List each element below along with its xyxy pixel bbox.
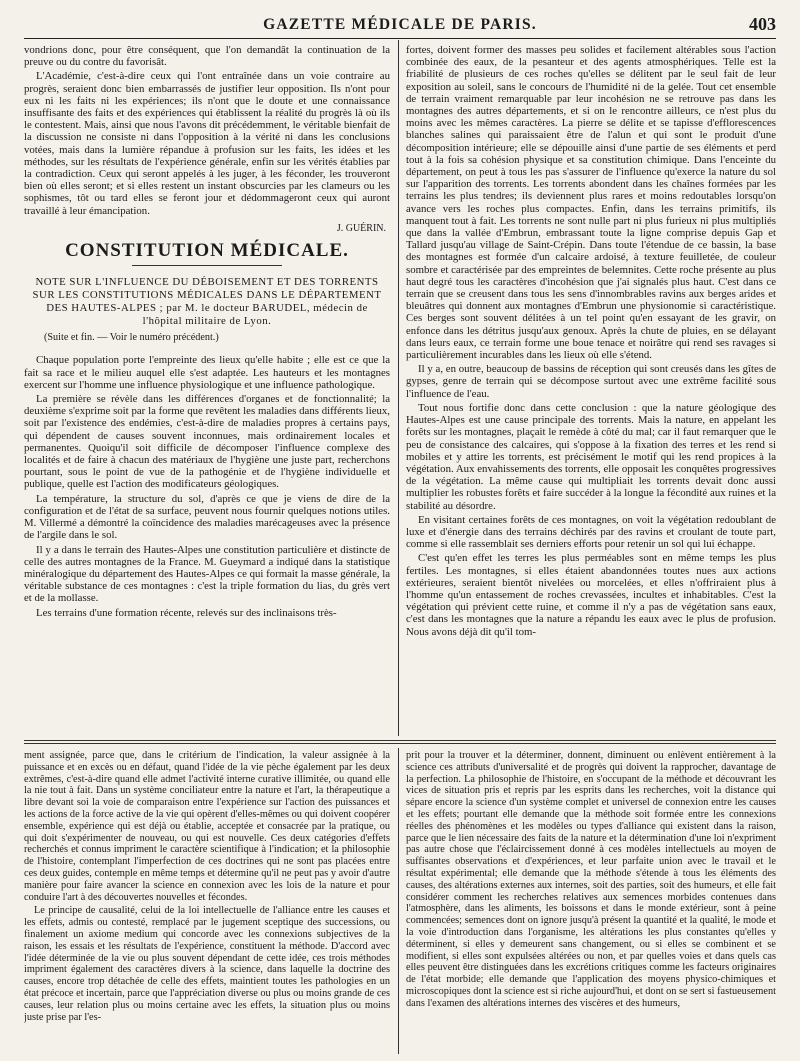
- signature: J. GUÉRIN.: [336, 222, 386, 234]
- paragraph: Il y a dans le terrain des Hautes-Alpes une constitution particulière et distincte de celle des autres montagnes de la France. M. Gueymard a indiqué dans la statistique minéralogique du département des Hautes-Alpes ce qui formait la masse générale, la véritable substance de ces montagnes : c'est la triple formation du lias, du grès vert et de la mollasse.: [24, 543, 390, 605]
- section-divider: [24, 740, 776, 741]
- continuation-note: (Suite et fin. — Voir le numéro précédent.): [44, 332, 219, 344]
- paragraph: C'est qu'en effet les terres les plus perméables sont en même temps les plus fertiles. Les montagnes, si elles étaient abandonnées toutes nues aux actions extérieures, seraient bientôt nivelées ou morcelées, et elles n'offriraient plus à l'homme qu'un entassement de roches crevassées, incultes et inhabitables. C'est la végétation qui prévient cette ruine, et comme il n'y a pas de végétation sans eaux, c'est dans les montagnes que la nature a répandu les eaux avec le plus de profusion. Nous avons déjà dit qu'il tom-: [406, 552, 776, 638]
- paragraph: Il y a, en outre, beaucoup de bassins de réception qui sont creusés dans les gîtes de gypses, genre de terrain qui se décompose surtout avec une extrême facilité sous l'influence de l'eau.: [406, 363, 776, 400]
- title-underline: [132, 265, 282, 266]
- page-header: [24, 10, 776, 38]
- paragraph: En visitant certaines forêts de ces montagnes, on voit la végétation redoublant de luxe et d'énergie dans des terrains déchirés par des ravins et croulant de toute part, comme si elle rassemblait ses derniers efforts pour retenir un sol qui lui échappe.: [406, 513, 776, 551]
- paragraph: Les terrains d'une formation récente, relevés sur des inclinaisons très-: [36, 606, 337, 619]
- left-column: [24, 44, 390, 736]
- paragraph: ment assignée, parce que, dans le critérium de l'indication, la valeur assignée à la puissance et en excès ou en défaut, quand l'idée de la vie pèche également par les deux extrêmes, c'est-à-dire quand elle admet l'activité interne curative illimitée, ou quand elle la nie tout à fait. Dans un système conciliateur entre la nature et l'art, la thérapeutique a libre devant soi la voie de comparaison entre l'expérience sur l'action des puissances et les actions de la force active de la vie qui opèrent d'elles-mêmes ou qui doivent coopérer ensemble, expérience qui est déjà ou établie, acceptée et consacrée par la pratique, ou qui doit s'expérimenter de nouveau, ou qui est nouvelle. Ces deux catégories d'effets recherchés et connus impriment le caractère scientifique à l'indication; et la philosophie de l'histoire, contemplant l'imperfection de ces doctrines qui ne sont pas placées entre ces deux guides, contemple en même temps et détermine qu'il ne peut pas y avoir d'autre manière pour faire avancer la science en connexion avec les lois de la nature et pour conduire l'art à des découvertes nouvelles et fécondes.: [24, 750, 390, 903]
- right-column: [406, 44, 776, 736]
- paragraph: prit pour la trouver et la déterminer, donnent, diminuent ou enlèvent entièrement à la science ces attributs d'universalité et de progrès qui doivent la rapprocher, davantage de la perfection. La philosophie de l'histoire, en s'occupant de la méthode et découvrant les vices de situation pris et repris par les esprits dans les recherches, voit la distance qui sépare encore la science d'un système complet et universel de connexion entre les causes et les effets; pourtant elle demande que la méthode soit formée entre les connexions réelles des phénomènes et les modèles ou types d'alliance qui existent dans la raison, parce que le lien nécessaire des faits de la nature et la détermination d'une loi n'expriment pas autre chose que l'éclaircissement donné à ces modèles intellectuels au moyen de suffisantes observations et d'expériences, et leur parfaite union avec le travail et le résultat expérimental; elle demande que la méthode s'étende à tous les éléments des causes, des altérations externes aux internes, soit des parties, soit des humeurs, et elle fait considérer comment les recherches relatives aux semences morbides contenues dans l'atmosphère, dans les aliments, les boissons et dans le monde extérieur, sont à peine commencées; semences dont on ignore jusqu'à présent la quantité et la qualité, le mode et la voie d'introduction dans l'organisme, les altérations les plus constantes qu'elles y déterminent, si elles y demeurent sans changement, ou si elles se combinent et se modifient, si elles sont expulsées altérées ou non, et par quelles voies et dans quels cas elles peuvent être distinguées dans les excrétions critiques comme les facteurs originaires de l'état morbide; elle demande que l'application des moyens physico-chimiques et microscopiques dont la science est si riche aujourd'hui, et dont on se sert si fastueusement dans l'examen des altérations internes des viscères et des humeurs,: [406, 750, 776, 1009]
- header-rule: [24, 38, 776, 39]
- paragraph: L'Académie, c'est-à-dire ceux qui l'ont entraînée dans un voie contraire au progrès, seraient donc bien embarrassés de justifier leur opposition. Ils n'ont pour eux ni les faits ni les expériences; ils n'ont que le doute et une connaissance insuffisante des faits et des expériences qui établissent la réalité du progrès là où ils le contestent. Mais, ainsi que nous l'avons dit précédemment, le véritable bienfait de la discussion ne consiste ni dans l'opposition à la vérité ni dans les conclusions votées, mais dans la lumière répandue à profusion sur les faits, les idées et les méthodes, sur les résultats de l'expérience générale, enfin sur les vérités établies par la contradiction. Ceux qui seront appelés à les juger, à les féconder, les trouveront bien où elles seront; et si elles restent un instant obscurcies par les clameurs ou les sophismes, tôt ou tard elles se feront jour et dédommageront ceux qui auront travaillé à leur émancipation.: [24, 70, 390, 217]
- paragraph: fortes, doivent former des masses peu solides et facilement altérables sous l'action combinée des eaux, de la pesanteur et des agents atmosphériques. Telle est la friabilité de plusieurs de ces roches qu'elles se délitent par le seul fait de leur exposition au soleil, sans le concours de l'humidité ni de la gelée. Tout cet ensemble de terrain vraiment remarquable par leur incohésion ne se retrouve pas dans les montagnes des autres départements, et si on le rencontre ailleurs, ce n'est plus du moins avec les mêmes caractères. La pierre se délite et se tapisse d'efflorescences blanches salines qui paraissaient être de l'alun et qui sont le produit d'une décomposition intérieure; elle se dépouille ainsi d'une partie de ses éléments et perd tout à la fois sa cohésion physique et sa constitution chimique. Dans l'enceinte du département, on peut à tous les pas s'assurer de l'influence qu'exerce la nature du sol sur l'apparition des torrents. Les torrents abondent dans les chaînes formées par les terrains les plus tendres; ils deviennent plus rares et moins redoutables lorsqu'on avance vers les roches plus compactes. Enfin, dans les terrains primitifs, ils manquent tout à fait. Les torrents ne sont nulle part ni plus furieux ni plus multipliés que dans la vallée d'Embrun, embrassant toute la ligne comprise depuis Gap et Tallard jusqu'au village de Saint-Crépin. Dans toute l'étendue de ce bassin, la base des montagnes est formée d'un calcaire ardoisé, à texture feuilletée, de couleur sombre et caractérisée par des empreintes de belemnites. Cette roche présente au plus haut degré tous les caractères d'incohésion que j'ai signalés plus haut. C'est dans ce terrain que se creusent dans tous les sens d'innombrables ravins aux berges arides et bleuâtres qui donnent aux montagnes d'Embrun une physionomie si caractéristique. Ces berges sont souvent délitées à un tel point qu'en essayant de les gravir, on enfonce dans les détritus jusqu'aux genoux. Après la chute de pluies, en se délayant dans leurs eaux, ce terrain forme une boue tenace et noirâtre qui rend ses ravages si particulièrement incurables dans les lieux où elle s'étend.: [406, 44, 776, 362]
- column-divider: [398, 40, 399, 736]
- note-title: NOTE SUR L'INFLUENCE DU DÉBOISEMENT ET DES TORRENTS SUR LES CONSTITUTIONS MÉDICALES DANS LE DÉPARTEMENT DES HAUTES-ALPES ; par M. le docteur BARUDEL, médecin de l'hôpital militaire de Lyon.: [32, 276, 382, 328]
- paragraph: La première se révèle dans les différences d'organes et de fonctionnalité; la deuxième s'exprime soit par la forme que revêtent les maladies dans différents lieux, soit par l'existence des endémies, c'est-à-dire de maladies propres à certains pays, qui dépendent de causes souvent inconnues, mais ordinairement locales et permanentes. Quoiqu'il soit difficile de décomposer l'influence complexe des localités et de faire à chacun des matériaux de l'hygiène une juste part, recherchons pourtant, sous le point de vue de la pathogénie et de l'hygiène individuelle et publique, quelle est l'action des modificateurs géologiques.: [24, 393, 390, 491]
- paragraph: Le principe de causalité, celui de la loi intellectuelle de l'alliance entre les causes et les effets, admis ou contesté, remplacé par le jugement sceptique des successions, ou finalement un axiome medium qui concorde avec les connexions subjectives de la raison, les essais et les résultats de l'expérience, constituent la méthode. D'accord avec l'idée déterminée de la vie ou plus souvent dépendant de cette idée, ces trois méthodes impriment également des caractères divers à la science, dans laquelle la doctrine des causes, encore trop détachée de celle des effets, maintient toutes les pathologies en un état précoce et incertain, parce que l'appréciation diverse ou plus ou moins grande de ces causes, leur relation plus ou moins certaine avec les effets, la situation plus ou moins juste prise par l'es-: [24, 905, 390, 1023]
- section-title: CONSTITUTION MÉDICALE.: [65, 240, 349, 262]
- bottom-right-column: [406, 750, 776, 1054]
- paragraph: La température, la structure du sol, d'après ce que je viens de dire de la configuration et de l'état de sa surface, peuvent nous fournir quelques notions utiles. M. Villermé a démontré la coïncidence des maladies marécageuses avec la présence de l'argile dans le sol.: [24, 492, 390, 542]
- section-divider-double: [24, 743, 776, 744]
- bottom-column-divider: [398, 748, 399, 1054]
- page-number: 403: [749, 14, 776, 34]
- paragraph: Tout nous fortifie donc dans cette conclusion : que la nature géologique des Hautes-Alpes est une cause principale des torrents. Mais la nature, en appelant les forêts sur les montagnes, plaçait le remède à côté du mal; car il faut remarquer que le peu de consistance des calcaires, qui s'oppose à la fixation des terres et les rend si mobiles et y attire les torrents, est précisément le motif qui les rend propices à la végétation. Aux envahissements des torrents, elle opposait les conquêtes progressives de la végétation. La même cause qui multipliait les torrents devait donc aussi multiplier les robustes forêts et faire succéder à la longue la fécondité aux ruines et la stabilité au désordre.: [406, 401, 776, 512]
- paragraph: Chaque population porte l'empreinte des lieux qu'elle habite ; elle est ce que la fait sa race et le milieu auquel elle s'est adaptée. Les hauteurs et les montagnes exercent sur l'homme une influence physiologique et une influence pathologique.: [24, 354, 390, 391]
- paragraph: vondrions donc, pour être conséquent, que l'on demandât la continuation de la preuve ou du contre du favorisât.: [24, 44, 390, 69]
- bottom-left-column: [24, 750, 390, 1054]
- running-title: GAZETTE MÉDICALE DE PARIS.: [263, 16, 537, 33]
